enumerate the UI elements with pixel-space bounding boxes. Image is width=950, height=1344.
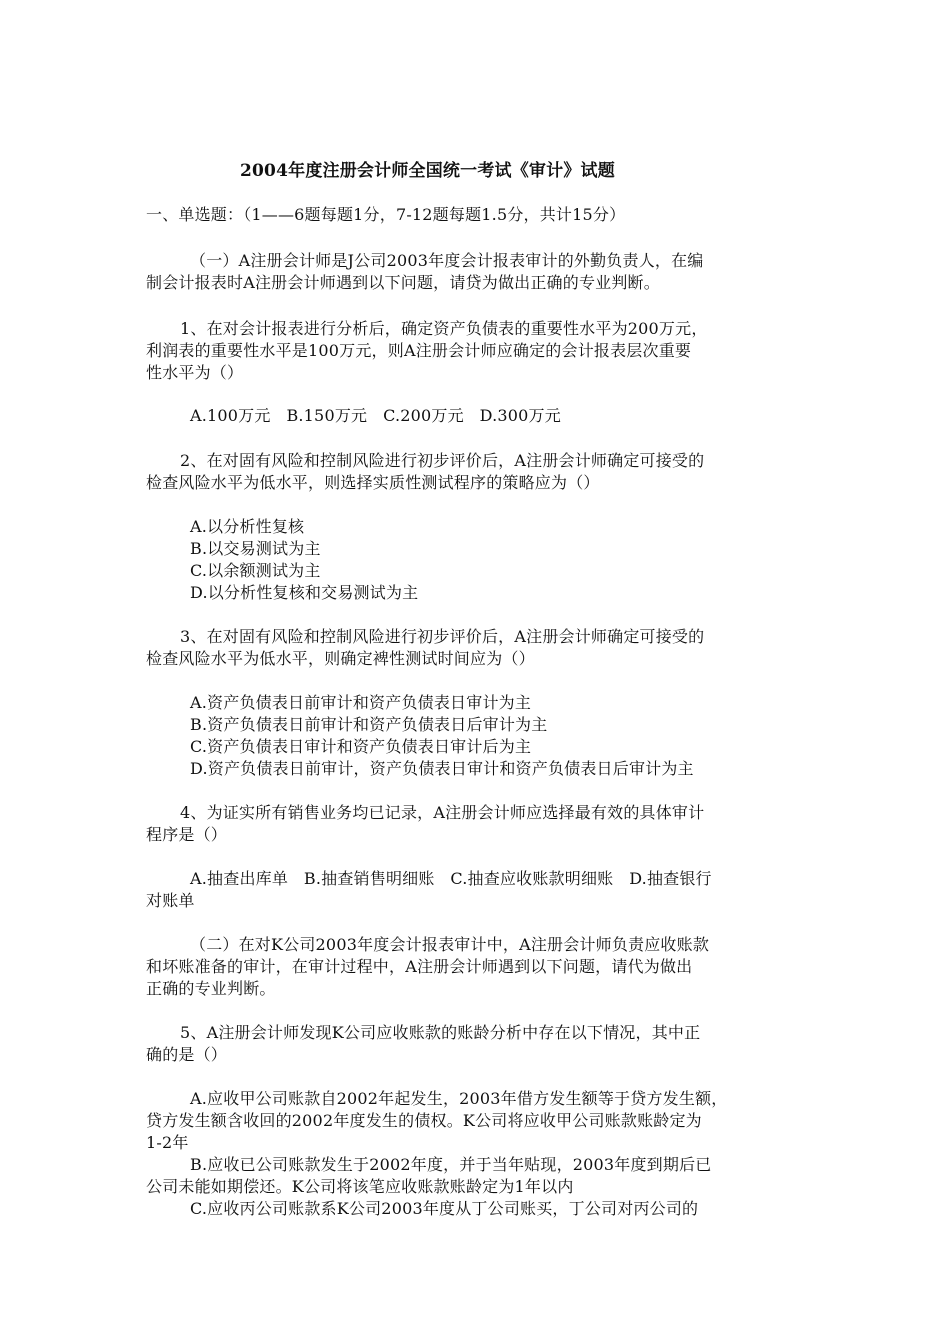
question-5-option-b: B.应收已公司账款发生于2002年度，并于当年贴现，2003年度到期后已	[190, 1155, 712, 1174]
question-1-line: 1、在对会计报表进行分析后，确定资产负债表的重要性水平为200万元，	[180, 319, 708, 338]
question-1-options: A.100万元 B.150万元 C.200万元 D.300万元	[190, 406, 561, 425]
group1-intro-line: 制会计报表时A注册会计师遇到以下问题，请贷为做出正确的专业判断。	[146, 273, 660, 292]
question-5-option-b: 公司未能如期偿还。K公司将该笔应收账款账龄定为1年以内	[146, 1177, 574, 1196]
group2-intro-line: 正确的专业判断。	[146, 979, 276, 998]
question-2-option: B.以交易测试为主	[190, 539, 321, 558]
question-5-line: 5、A注册会计师发现K公司应收账款的账龄分析中存在以下情况，其中正	[180, 1023, 701, 1042]
question-4-options: A.抽查出库单 B.抽查销售明细账 C.抽查应收账款明细账 D.抽查银行	[190, 869, 712, 888]
question-2-line: 2、在对固有风险和控制风险进行初步评价后，A注册会计师确定可接受的	[180, 451, 705, 470]
question-4-options: 对账单	[146, 891, 195, 910]
question-5-line: 确的是（）	[146, 1045, 228, 1064]
question-3-option: B.资产负债表日前审计和资产负债表日后审计为主	[190, 715, 548, 734]
group1-intro-line: （一）A注册会计师是J公司2003年度会计报表审计的外勤负责人，在编	[190, 251, 704, 270]
section-heading: 一、单选题：（1——6题每题1分，7-12题每题1.5分，共计15分）	[146, 205, 626, 224]
question-3-line: 3、在对固有风险和控制风险进行初步评价后，A注册会计师确定可接受的	[180, 627, 705, 646]
question-5-option-a: 贷方发生额含收回的2002年度发生的债权。K公司将应收甲公司账款账龄定为	[146, 1111, 702, 1130]
question-3-option: A.资产负债表日前审计和资产负债表日审计为主	[190, 693, 532, 712]
question-3-option: C.资产负债表日审计和资产负债表日审计后为主	[190, 737, 532, 756]
question-2-option: D.以分析性复核和交易测试为主	[190, 583, 419, 602]
question-5-option-a: A.应收甲公司账款自2002年起发生，2003年借方发生额等于贷方发生额，	[190, 1089, 728, 1108]
question-2-option: C.以余额测试为主	[190, 561, 321, 580]
question-4-line: 4、为证实所有销售业务均已记录，A注册会计师应选择最有效的具体审计	[180, 803, 705, 822]
question-1-line: 性水平为（）	[146, 363, 244, 382]
question-3-option: D.资产负债表日前审计，资产负债表日审计和资产负债表日后审计为主	[190, 759, 694, 778]
question-4-line: 程序是（）	[146, 825, 228, 844]
group2-intro-line: 和坏账准备的审计，在审计过程中，A注册会计师遇到以下问题，请代为做出	[146, 957, 693, 976]
question-5-option-c: C.应收丙公司账款系K公司2003年度从丁公司账买，丁公司对丙公司的	[190, 1199, 699, 1218]
question-1-line: 利润表的重要性水平是100万元，则A注册会计师应确定的会计报表层次重要	[146, 341, 692, 360]
question-5-option-a: 1-2年	[146, 1133, 189, 1152]
document-title: 2004年度注册会计师全国统一考试《审计》试题	[240, 161, 615, 181]
question-2-line: 检查风险水平为低水平，则选择实质性测试程序的策略应为（）	[146, 473, 600, 492]
group2-intro-line: （二）在对K公司2003年度会计报表审计中，A注册会计师负责应收账款	[190, 935, 710, 954]
question-3-line: 检查风险水平为低水平，则确定裨性测试时间应为（）	[146, 649, 535, 668]
question-2-option: A.以分析性复核	[190, 517, 305, 536]
